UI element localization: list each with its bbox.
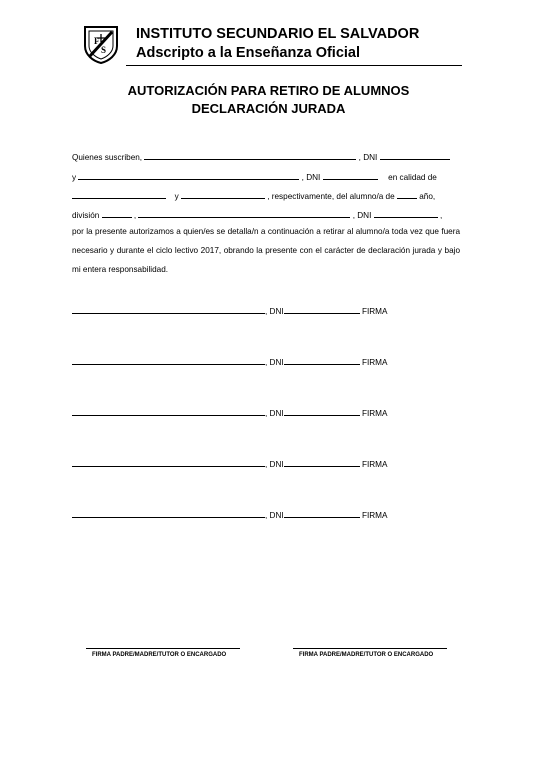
label-calidad: en calidad de [388,173,437,182]
signature-row [72,457,387,469]
parent-signature-label-right: FIRMA PADRE/MADRE/TUTOR O ENCARGADO [299,652,434,658]
parent-signature-line-left[interactable] [86,648,240,649]
form-line-2 [72,170,460,181]
field-division[interactable] [102,208,132,218]
field-autorizado-nombre[interactable] [72,355,265,365]
svg-text:F: F [94,36,100,46]
field-autorizado-nombre[interactable] [72,304,265,314]
label-dni-3: , DNI [352,211,372,220]
field-autorizado-dni[interactable] [284,304,360,314]
label-dni: , DNI [265,307,284,316]
parent-signature-label-left: FIRMA PADRE/MADRE/TUTOR O ENCARGADO [92,652,227,658]
form-line-3 [72,189,460,200]
field-autorizado-dni[interactable] [284,406,360,416]
letterhead [82,24,462,68]
field-autorizado-dni[interactable] [284,457,360,467]
authorization-paragraph: por la presente autorizamos a quien/es se detalla/n a continuación a retirar al alumno/a toda vez que fuera necesario y durante el ciclo lectivo 2017, obrando la presente con el carácter de declaración jurada y bajo mi entera responsabilidad. [72,227,460,274]
comma-end: , [439,211,443,220]
label-dni: , DNI [265,409,284,418]
header-rule [126,65,462,66]
label-y-1: y [72,173,77,182]
field-anio[interactable] [397,189,417,199]
label-respectivamente: , respectivamente, del alumno/a de [267,192,395,201]
school-name: INSTITUTO SECUNDARIO EL SALVADOR [136,26,420,42]
field-alumno[interactable] [138,208,350,218]
label-anio: año, [419,192,436,201]
school-subtitle: Adscripto a la Enseñanza Oficial [136,45,361,61]
label-dni: , DNI [265,460,284,469]
form-line-4 [72,208,460,219]
label-firma: FIRMA [361,511,388,520]
signature-row [72,508,387,520]
document-subtitle: DECLARACIÓN JURADA [191,101,346,116]
label-division: división [72,211,100,220]
field-nombre-1[interactable] [144,150,356,160]
label-y-2: y [174,192,179,201]
label-dni: , DNI [265,358,284,367]
label-dni-1: , DNI [358,153,378,162]
signature-row [72,355,387,367]
field-calidad-2[interactable] [181,189,265,199]
label-firma: FIRMA [361,409,388,418]
label-firma: FIRMA [361,358,388,367]
field-autorizado-nombre[interactable] [72,406,265,416]
svg-text:S: S [101,45,107,55]
parent-signature-line-right[interactable] [293,648,447,649]
signature-row [72,406,387,418]
field-dni-2[interactable] [323,170,378,180]
field-autorizado-nombre[interactable] [72,457,265,467]
field-dni-alumno[interactable] [374,208,438,218]
label-firma: FIRMA [361,460,388,469]
school-crest-icon [82,24,120,64]
field-autorizado-dni[interactable] [284,508,360,518]
field-autorizado-dni[interactable] [284,355,360,365]
comma: , [133,211,137,220]
form-line-1 [72,150,460,161]
field-dni-1[interactable] [380,150,450,160]
label-firma: FIRMA [361,307,388,316]
label-dni-2: , DNI [301,173,321,182]
field-calidad-1[interactable] [72,189,166,199]
label-dni: , DNI [265,511,284,520]
document-title: AUTORIZACIÓN PARA RETIRO DE ALUMNOS [127,83,410,98]
field-autorizado-nombre[interactable] [72,508,265,518]
field-nombre-2[interactable] [78,170,299,180]
signature-row [72,304,387,316]
label-quienes: Quienes suscriben, [72,153,143,162]
